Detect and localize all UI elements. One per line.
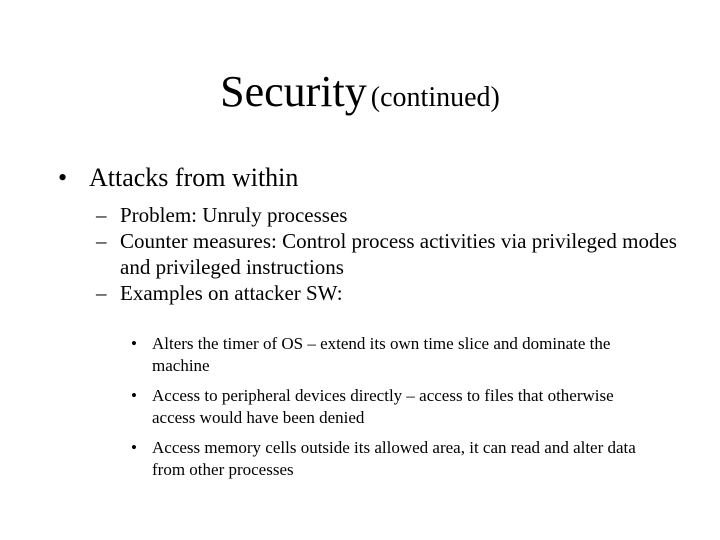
- sub-sub-bullet-item: [131, 437, 651, 481]
- dash-marker: –: [96, 203, 107, 227]
- bullet-marker: •: [131, 386, 137, 405]
- sub-bullet-text: Counter measures: Control process activities via privileged modes and privileged instructions: [120, 229, 677, 279]
- sub-bullet-text: Examples on attacker SW:: [120, 281, 343, 305]
- sub-sub-bullet-list: [131, 333, 651, 489]
- bullet-text: Attacks from within: [89, 163, 299, 192]
- sub-bullet-list: [96, 202, 696, 306]
- slide-title: [0, 67, 720, 116]
- title-sub: (continued): [370, 82, 500, 113]
- sub-sub-bullet-item: [131, 385, 651, 429]
- bullet-marker: •: [58, 163, 68, 192]
- sub-bullet-item: [96, 228, 696, 280]
- bullet-marker: •: [131, 334, 137, 353]
- sub-sub-bullet-text: Access to peripheral devices directly – access to files that otherwise access would have been denied: [152, 386, 614, 427]
- sub-bullet-item: [96, 202, 696, 228]
- sub-sub-bullet-text: Access memory cells outside its allowed area, it can read and alter data from other processes: [152, 438, 636, 479]
- title-main: Security: [220, 67, 367, 116]
- sub-bullet-item: [96, 280, 696, 306]
- dash-marker: –: [96, 229, 107, 253]
- dash-marker: –: [96, 281, 107, 305]
- bullet-marker: •: [131, 438, 137, 457]
- sub-sub-bullet-item: [131, 333, 651, 377]
- sub-sub-bullet-text: Alters the timer of OS – extend its own time slice and dominate the machine: [152, 334, 611, 375]
- sub-bullet-text: Problem: Unruly processes: [120, 203, 348, 227]
